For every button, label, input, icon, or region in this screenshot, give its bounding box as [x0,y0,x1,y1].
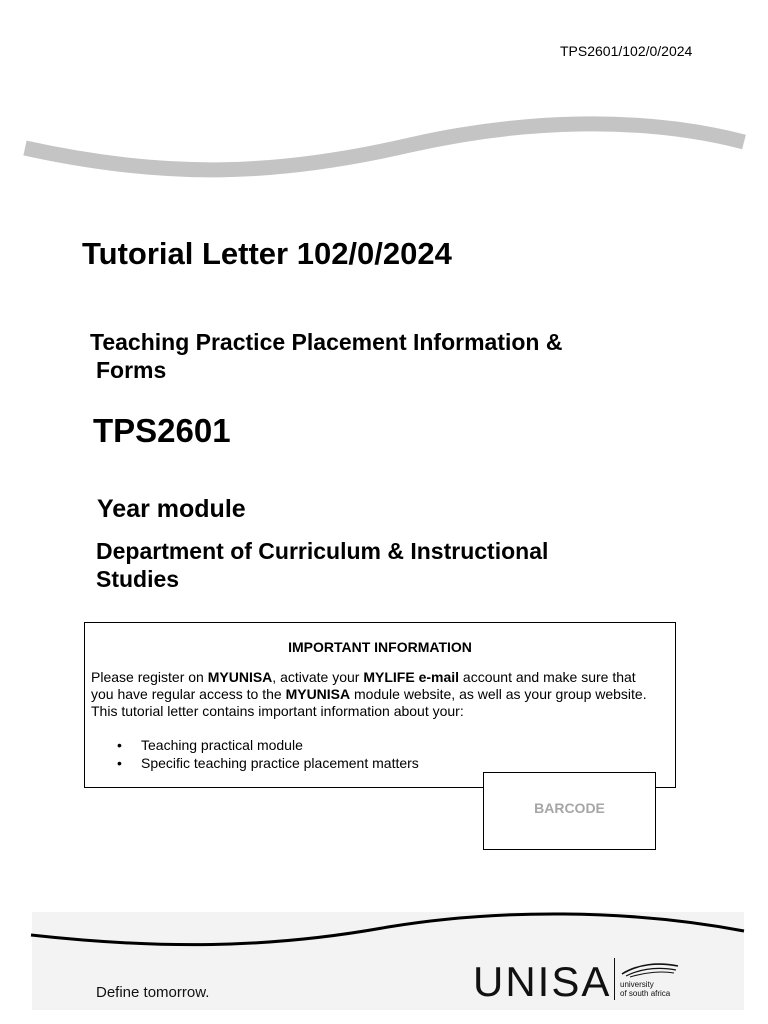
important-information-body [91,669,651,720]
important-information-heading: IMPORTANT INFORMATION [288,639,472,655]
mylife-email-emphasis: MYLIFE e-mail [363,669,460,685]
logo-subtitle-line-2: of south africa [620,989,671,998]
list-item [117,736,419,754]
text-fragment: , activate your [272,669,364,685]
bullet-icon: • [117,755,122,771]
important-information-box [84,622,676,788]
registration-instructions [91,669,651,703]
module-code: TPS2601 [93,412,231,449]
department-name: Department of Curriculum & Instructional Studies [96,538,549,592]
document-reference: TPS2601/102/0/2024 [560,43,693,59]
logo-subtitle-line-1: university [620,980,654,989]
decorative-wave-top [20,110,750,180]
footer-tagline: Define tomorrow. [96,984,210,1001]
text-fragment: Please register on [91,669,208,685]
barcode-label: BARCODE [534,800,605,816]
subtitle-line-2: Forms [96,357,167,383]
unisa-wing-icon [620,960,680,978]
subtitle-line-1: Teaching Practice Placement Information & [90,329,563,355]
list-item [117,754,419,772]
page-title: Tutorial Letter 102/0/2024 [82,236,452,271]
contents-intro: This tutorial letter contains important information about your: [91,703,464,719]
text-fragment: module website, as well as your group website. [350,686,647,702]
unisa-logo-subtitle [620,980,670,998]
barcode-placeholder [483,772,656,850]
contents-list [117,736,419,772]
myunisa-emphasis: MYUNISA [207,669,273,685]
bullet-icon: • [117,737,122,753]
text-fragment: account and make sure that you have regular access to the [91,669,636,702]
myunisa-emphasis: MYUNISA [285,686,351,702]
list-item-text: Teaching practical module [141,737,303,753]
logo-divider [614,958,615,1000]
module-period: Year module [97,495,246,523]
decorative-wave-bottom [28,905,748,955]
unisa-logo-wordmark: UNISA [473,958,612,1005]
list-item-text: Specific teaching practice placement matters [141,755,419,771]
page-subtitle [90,328,650,384]
